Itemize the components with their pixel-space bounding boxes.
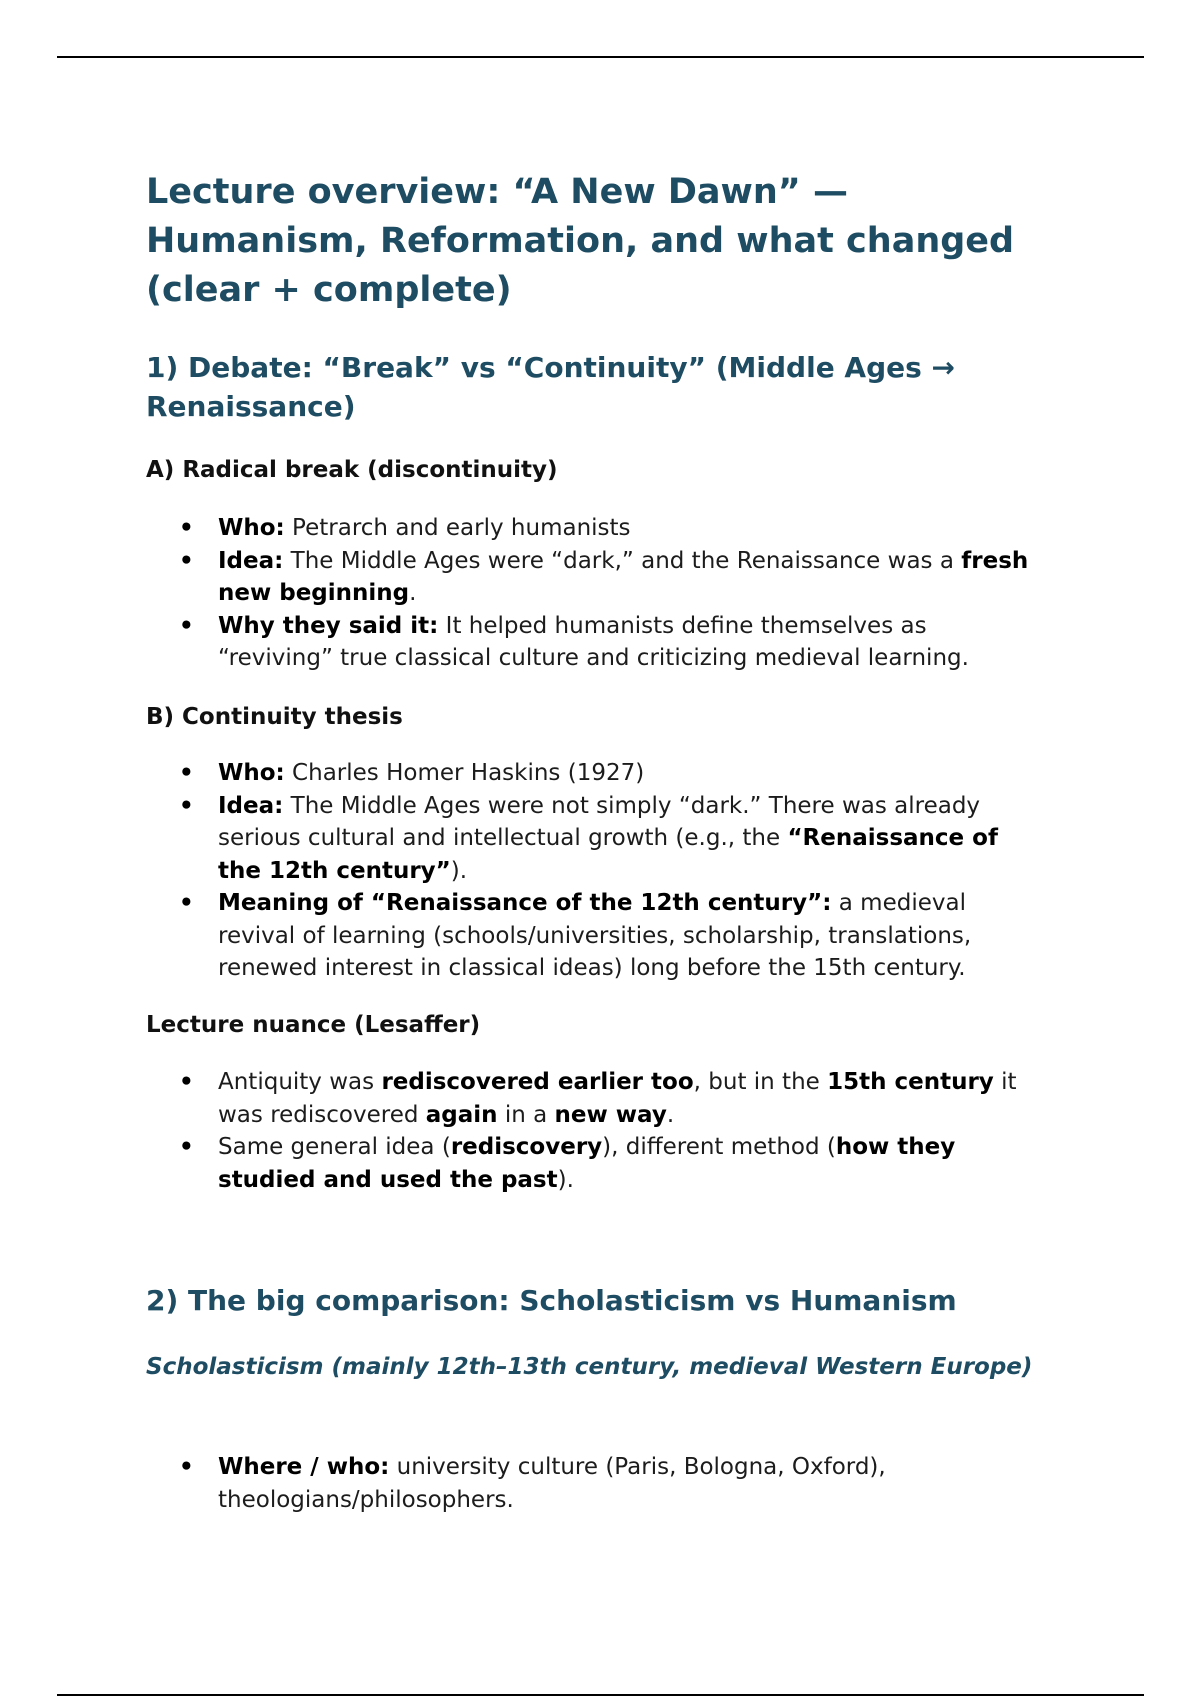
- subsection-b-list: [146, 757, 1046, 985]
- why-text: It helped humanists define themselves as “reviving” true classical culture and criticizing medieval learning.: [218, 612, 969, 671]
- list-item: [146, 887, 1046, 985]
- idea-emphasis: “Renaissance of the 12th century”: [218, 825, 998, 884]
- list-item: [146, 757, 1046, 790]
- subsection-b-heading: B) Continuity thesis: [146, 704, 403, 730]
- scholasticism-list: [146, 1451, 1046, 1516]
- subsection-a-heading: A) Radical break (discontinuity): [146, 457, 558, 483]
- nuance-heading: Lecture nuance (Lesaffer): [146, 1012, 481, 1038]
- bottom-rule: [57, 1694, 1144, 1696]
- text-run: it was rediscovered: [218, 1069, 1017, 1128]
- idea-emphasis: fresh new beginning: [218, 547, 1029, 606]
- text-run: Antiquity was: [218, 1069, 382, 1095]
- meaning-text: a medieval revival of learning (schools/universities, scholarship, translations, renewed interest in classical ideas) long before the 15th century.: [218, 890, 972, 981]
- idea-label: Idea:: [218, 547, 284, 574]
- text-run: , but in the: [693, 1069, 828, 1095]
- text-run: in a: [497, 1101, 555, 1128]
- list-item: [146, 790, 1046, 888]
- meaning-label: Meaning of “Renaissance of the 12th century”:: [218, 890, 832, 916]
- text-run: ), different method (: [602, 1134, 836, 1160]
- who-label: Who:: [218, 760, 285, 786]
- list-item: [146, 1451, 1046, 1516]
- emphasis: rediscovered earlier too: [381, 1069, 694, 1095]
- list-item: [146, 545, 1046, 610]
- page-title: Lecture overview: “A New Dawn” — Humanism, Reformation, and what changed (clear + complete): [146, 172, 1015, 310]
- top-rule: [57, 56, 1144, 58]
- who-text: Petrarch and early humanists: [284, 515, 631, 541]
- subsection-a-list: [146, 512, 1046, 675]
- emphasis: rediscovery: [450, 1134, 603, 1160]
- text-run: ).: [557, 1166, 574, 1193]
- list-item: [146, 610, 1046, 675]
- idea-text: The Middle Ages were “dark,” and the Renaissance was a: [283, 547, 962, 574]
- idea-text: The Middle Ages were not simply “dark.” There was already serious cultural and intellectual growth (e.g., the: [218, 792, 981, 851]
- idea-end: .: [409, 580, 417, 606]
- idea-label: Idea:: [218, 792, 284, 819]
- emphasis: again: [425, 1101, 498, 1128]
- where-label: Where / who:: [218, 1454, 390, 1480]
- where-text: university culture (Paris, Bologna, Oxford), theologians/philosophers.: [218, 1454, 886, 1513]
- nuance-list: [146, 1066, 1046, 1196]
- text-run: .: [666, 1101, 675, 1128]
- why-label: Why they said it:: [218, 612, 439, 639]
- idea-end: ).: [450, 857, 468, 884]
- section-1-heading: 1) Debate: “Break” vs “Continuity” (Middle Ages → Renaissance): [146, 351, 956, 423]
- who-text: Charles Homer Haskins (1927): [284, 760, 645, 786]
- emphasis: new way: [554, 1101, 667, 1128]
- scholasticism-heading: Scholasticism (mainly 12th–13th century, medieval Western Europe): [146, 1354, 1033, 1380]
- text-run: Same general idea (: [218, 1134, 451, 1160]
- emphasis: how they studied and used the past: [218, 1134, 956, 1193]
- section-2-heading: 2) The big comparison: Scholasticism vs Humanism: [146, 1284, 957, 1317]
- who-label: Who:: [218, 515, 285, 541]
- list-item: [146, 1066, 1046, 1131]
- list-item: [146, 1131, 1046, 1196]
- emphasis: 15th century: [827, 1069, 994, 1095]
- list-item: [146, 512, 1046, 545]
